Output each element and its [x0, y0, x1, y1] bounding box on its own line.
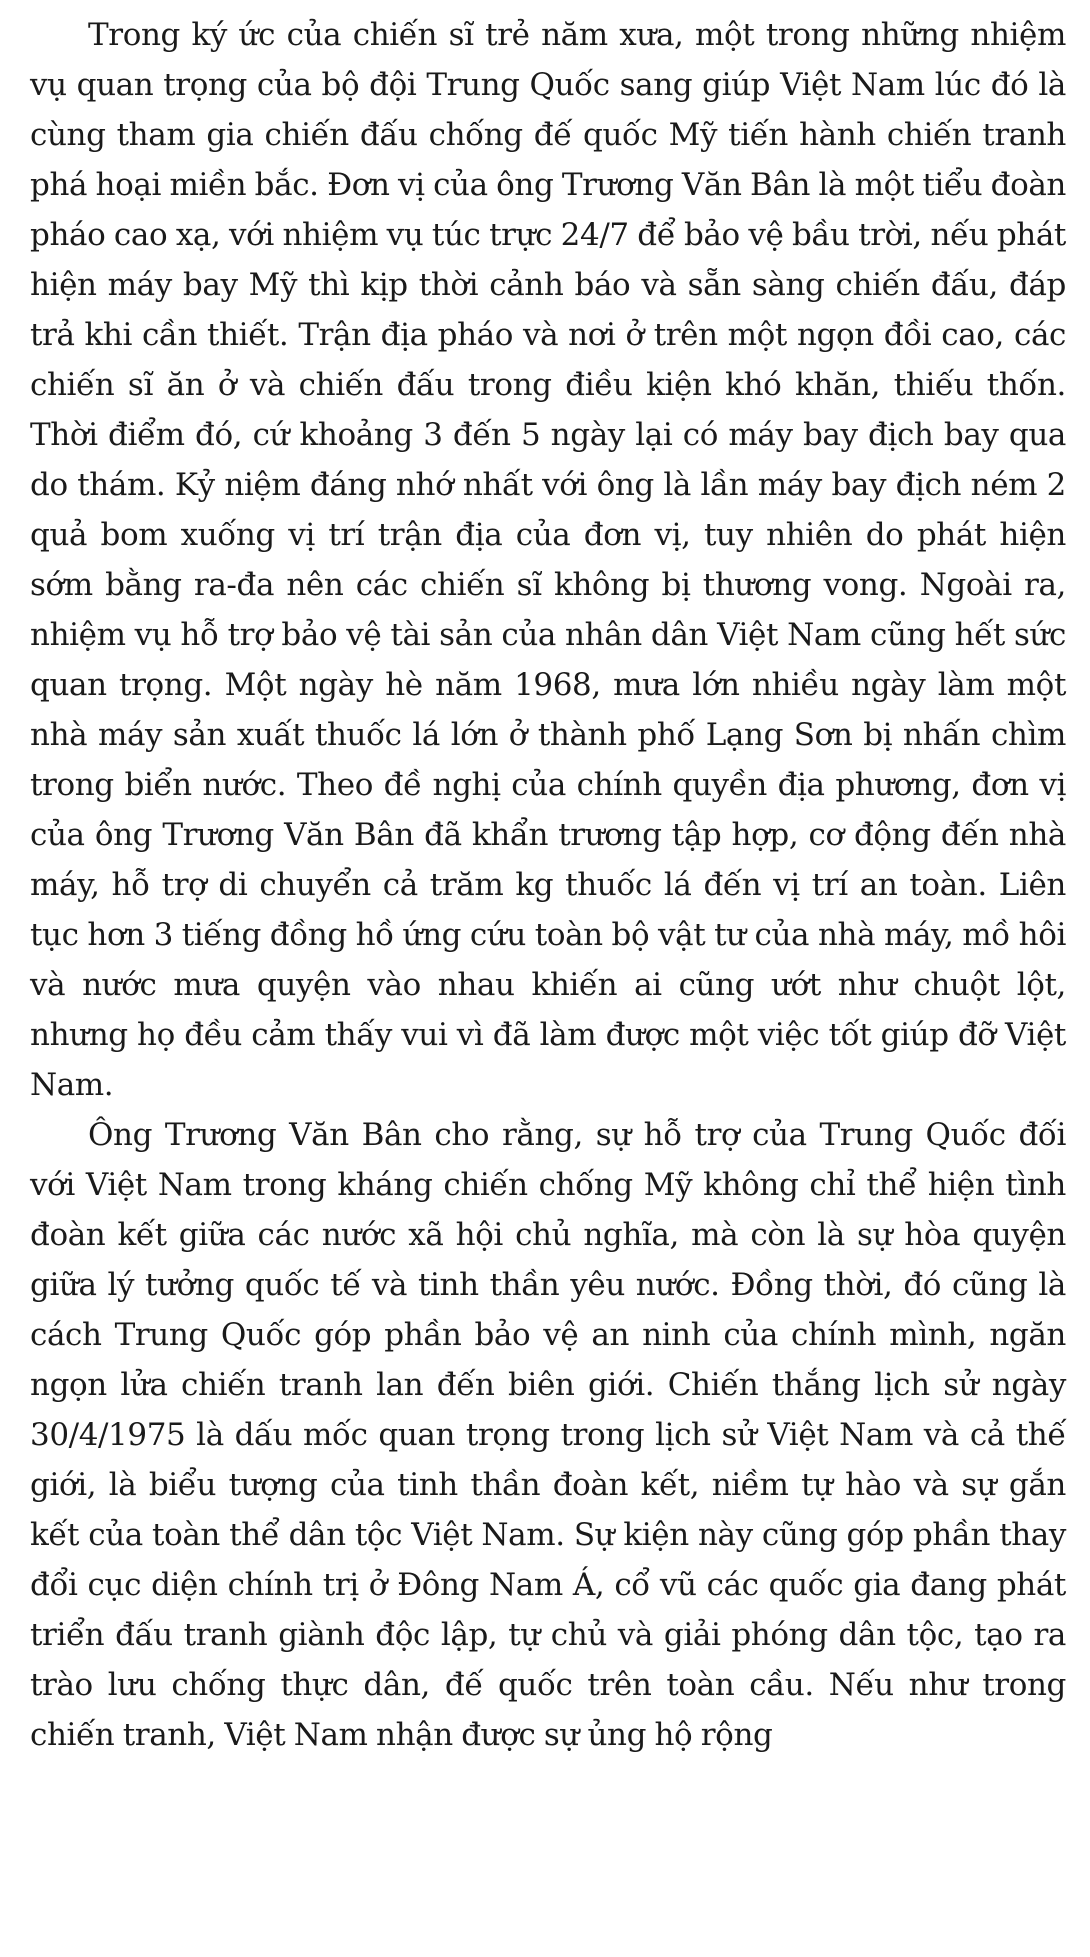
paragraph-memory: Trong ký ức của chiến sĩ trẻ năm xưa, một trong những nhiệm vụ quan trọng của bộ đội Trung Quốc sang giúp Việt Nam lúc đó là cùng tham gia chiến đấu chống đế quốc Mỹ tiến hành chiến tranh phá hoại miền bắc. Đơn vị của ông Trương Văn Bân là một tiểu đoàn pháo cao xạ, với nhiệm vụ túc trực 24/7 để bảo vệ bầu trời, nếu phát hiện máy bay Mỹ thì kịp thời cảnh báo và sẵn sàng chiến đấu, đáp trả khi cần thiết. Trận địa pháo và nơi ở trên một ngọn đồi cao, các chiến sĩ ăn ở và chiến đấu trong điều kiện khó khăn, thiếu thốn. Thời điểm đó, cứ khoảng 3 đến 5 ngày lại có máy bay địch bay qua do thám. Kỷ niệm đáng nhớ nhất với ông là lần máy bay địch ném 2 quả bom xuống vị trí trận địa của đơn vị, tuy nhiên do phát hiện sớm bằng ra-đa nên các chiến sĩ không bị thương vong. Ngoài ra, nhiệm vụ hỗ trợ bảo vệ tài sản của nhân dân Việt Nam cũng hết sức quan trọng. Một ngày hè năm 1968, mưa lớn nhiều ngày làm một nhà máy sản xuất thuốc lá lớn ở thành phố Lạng Sơn bị nhấn chìm trong biển nước. Theo đề nghị của chính quyền địa phương, đơn vị của ông Trương Văn Bân đã khẩn trương tập hợp, cơ động đến nhà máy, hỗ trợ di chuyển cả trăm kg thuốc lá đến vị trí an toàn. Liên tục hơn 3 tiếng đồng hồ ứng cứu toàn bộ vật tư của nhà máy, mồ hôi và nước mưa quyện vào nhau khiến ai cũng ướt như chuột lột, nhưng họ đều cảm thấy vui vì đã làm được một việc tốt giúp đỡ Việt Nam. [30, 17, 1066, 1103]
paragraph-opinion: Ông Trương Văn Bân cho rằng, sự hỗ trợ của Trung Quốc đối với Việt Nam trong kháng chiến chống Mỹ không chỉ thể hiện tình đoàn kết giữa các nước xã hội chủ nghĩa, mà còn là sự hòa quyện giữa lý tưởng quốc tế và tinh thần yêu nước. Đồng thời, đó cũng là cách Trung Quốc góp phần bảo vệ an ninh của chính mình, ngăn ngọn lửa chiến tranh lan đến biên giới. Chiến thắng lịch sử ngày 30/4/1975 là dấu mốc quan trọng trong lịch sử Việt Nam và cả thế giới, là biểu tượng của tinh thần đoàn kết, niềm tự hào và sự gắn kết của toàn thể dân tộc Việt Nam. Sự kiện này cũng góp phần thay đổi cục diện chính trị ở Đông Nam Á, cổ vũ các quốc gia đang phát triển đấu tranh giành độc lập, tự chủ và giải phóng dân tộc, tạo ra trào lưu chống thực dân, đế quốc trên toàn cầu. Nếu như trong chiến tranh, Việt Nam nhận được sự ủng hộ rộng [30, 1117, 1066, 1753]
